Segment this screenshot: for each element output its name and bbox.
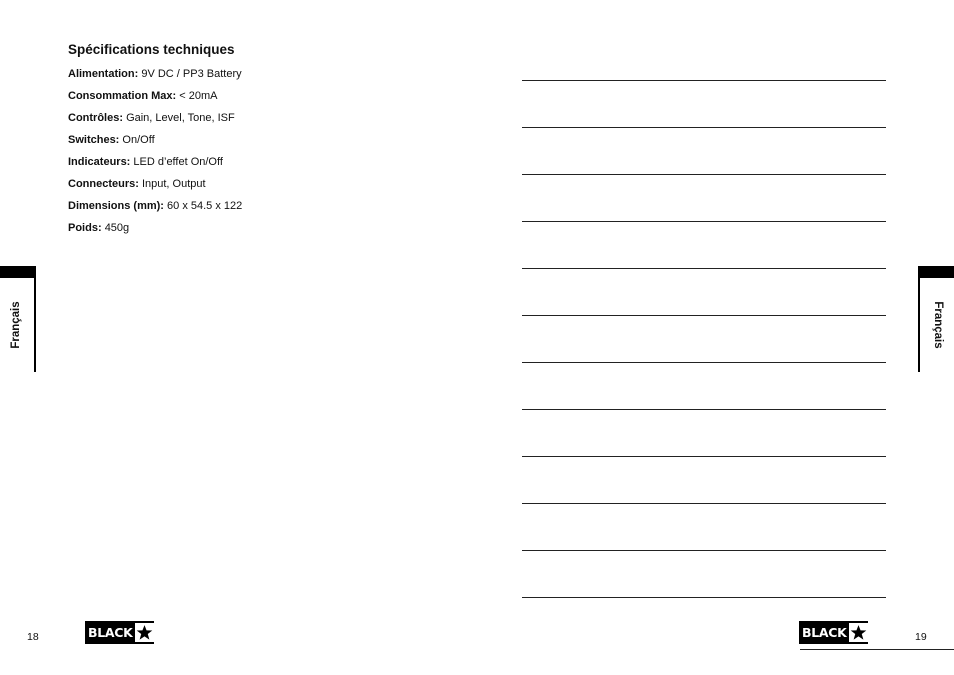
page-number-right: 19 bbox=[915, 631, 927, 643]
note-line bbox=[522, 127, 886, 128]
spec-label: Switches: bbox=[68, 134, 120, 146]
note-line bbox=[522, 456, 886, 457]
star-icon bbox=[135, 623, 154, 642]
spec-label: Indicateurs: bbox=[68, 156, 131, 168]
spec-row-switches bbox=[68, 134, 448, 156]
spec-row-indicators bbox=[68, 156, 448, 178]
spec-value: < 20mA bbox=[179, 90, 218, 102]
spec-row-connectors bbox=[68, 178, 448, 200]
spec-label: Dimensions (mm): bbox=[68, 200, 164, 212]
spec-row-consumption bbox=[68, 90, 448, 112]
brand-logo-text: BLACK bbox=[88, 625, 133, 640]
notes-lines bbox=[522, 80, 886, 644]
note-line bbox=[522, 362, 886, 363]
language-tab-label: Français bbox=[932, 301, 944, 349]
spec-value: Input, Output bbox=[141, 178, 206, 190]
language-tab-label: Français bbox=[10, 301, 22, 349]
spec-row-controls bbox=[68, 112, 448, 134]
brand-logo-text: BLACK bbox=[802, 625, 847, 640]
note-line bbox=[522, 409, 886, 410]
note-line bbox=[522, 268, 886, 269]
spec-value: Gain, Level, Tone, ISF bbox=[126, 112, 235, 124]
spec-row-power bbox=[68, 68, 448, 90]
note-line bbox=[522, 597, 886, 598]
spec-value: 60 x 54.5 x 122 bbox=[167, 200, 243, 212]
spec-label: Connecteurs: bbox=[68, 178, 139, 190]
note-line bbox=[522, 550, 886, 551]
footer-rule bbox=[800, 649, 954, 650]
brand-logo-right bbox=[799, 621, 868, 644]
spec-label: Consommation Max: bbox=[68, 90, 177, 102]
spec-row-weight bbox=[68, 222, 448, 244]
spec-label: Poids: bbox=[68, 222, 102, 234]
brand-logo-left bbox=[85, 621, 154, 644]
language-tab-right bbox=[918, 266, 954, 372]
note-line bbox=[522, 315, 886, 316]
spec-label: Alimentation: bbox=[68, 68, 139, 80]
spec-value: 450g bbox=[104, 222, 130, 234]
note-line bbox=[522, 503, 886, 504]
note-line bbox=[522, 221, 886, 222]
star-icon bbox=[849, 623, 868, 642]
spec-row-dimensions bbox=[68, 200, 448, 222]
note-line bbox=[522, 80, 886, 81]
page-number-left: 18 bbox=[27, 631, 39, 643]
spec-value: LED d’effet On/Off bbox=[133, 156, 223, 168]
spec-value: On/Off bbox=[122, 134, 155, 146]
spec-label: Contrôles: bbox=[68, 112, 123, 124]
language-tab-left bbox=[0, 266, 36, 372]
spec-section bbox=[68, 41, 448, 244]
note-line bbox=[522, 174, 886, 175]
spec-heading: Spécifications techniques bbox=[68, 42, 235, 57]
spec-value: 9V DC / PP3 Battery bbox=[141, 68, 242, 80]
